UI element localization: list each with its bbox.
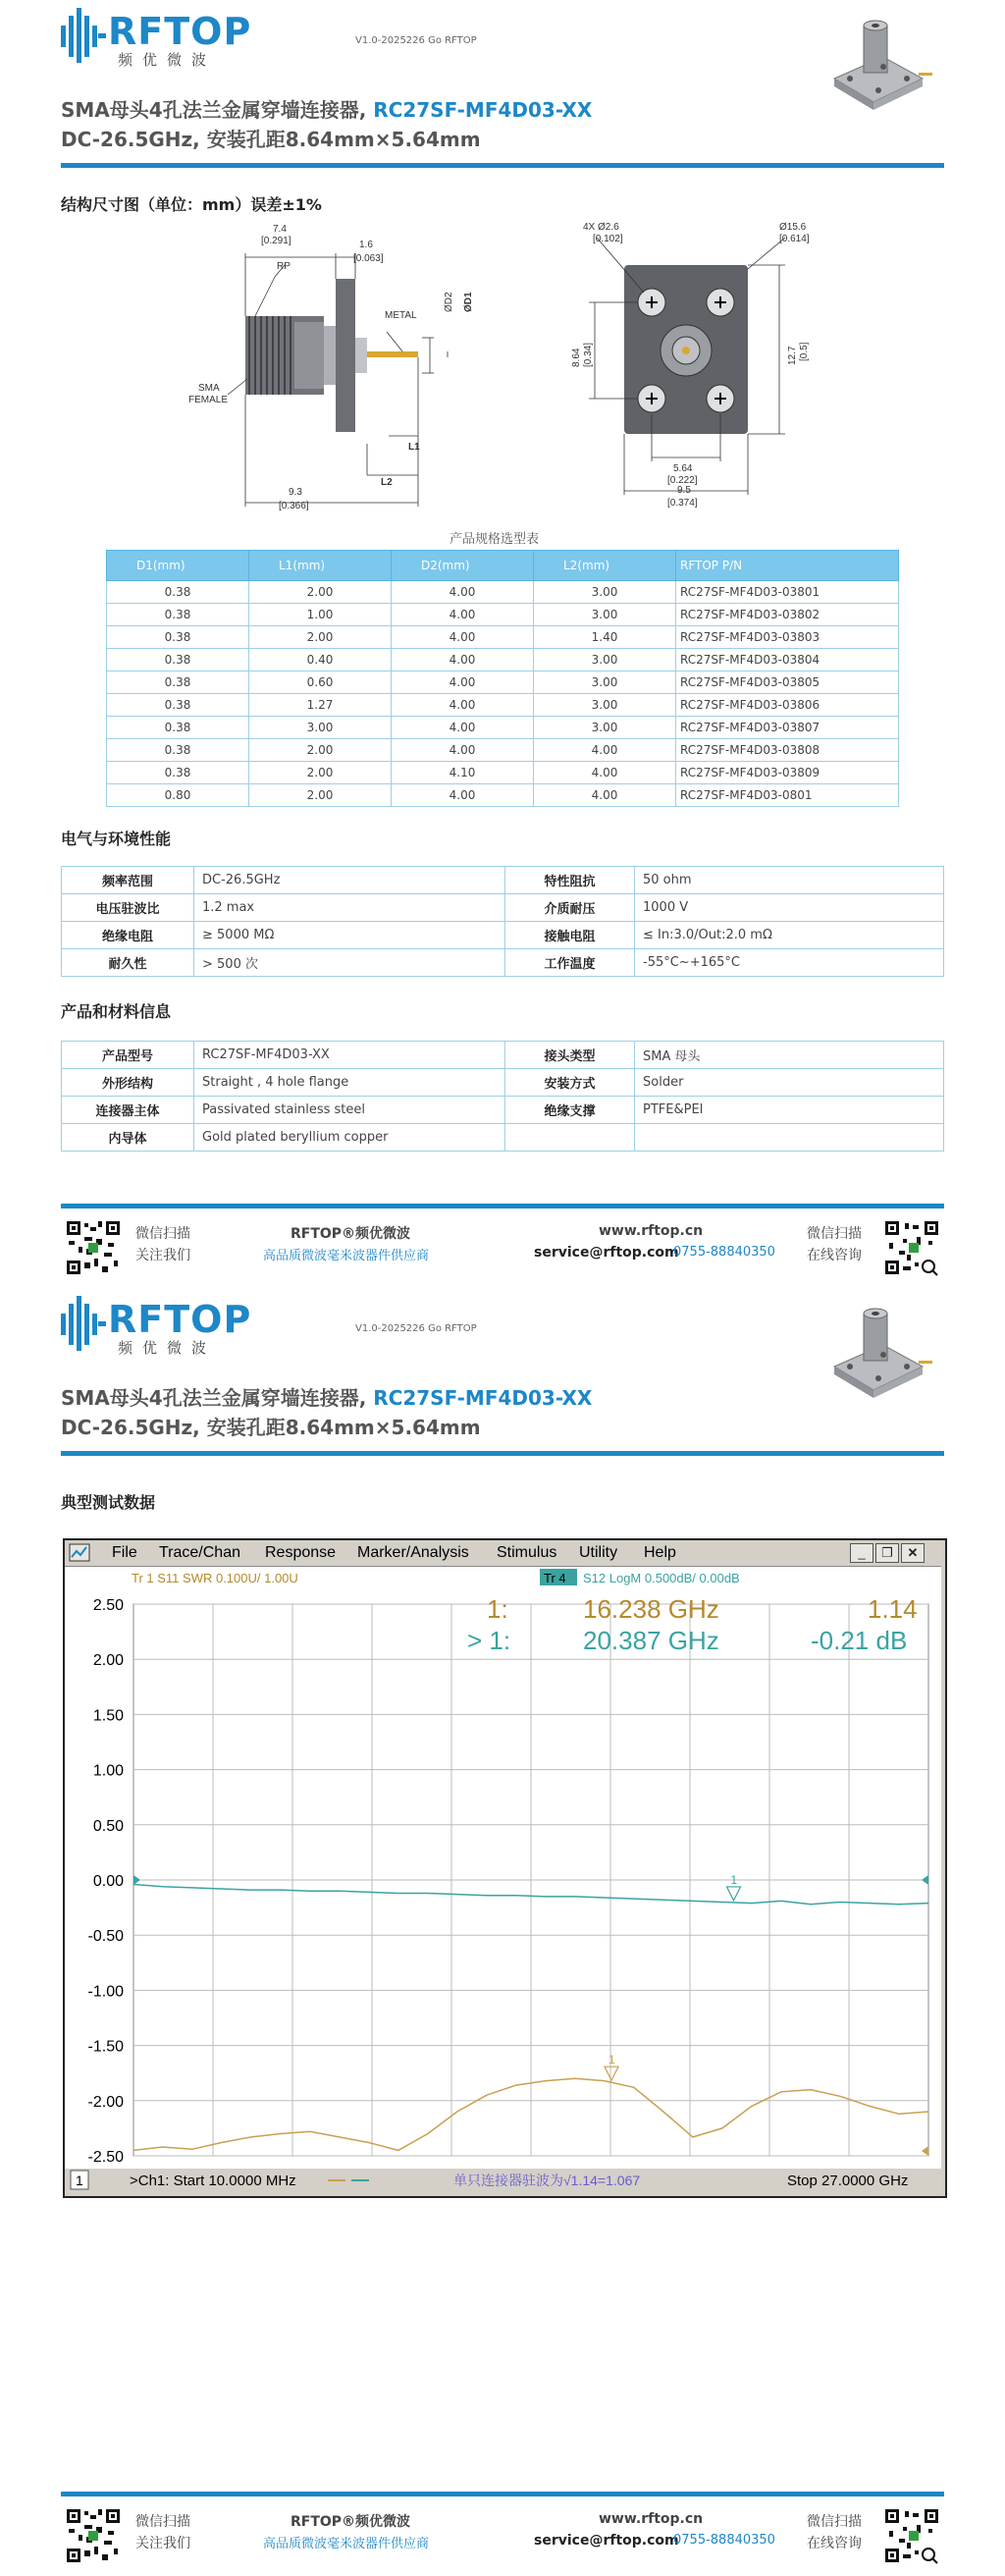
y-tick-label: -1.50: [87, 2038, 124, 2056]
electrical-row: [62, 949, 944, 977]
spec-cell: 4.00: [392, 739, 534, 762]
start-freq: >Ch1: Start 10.0000 MHz: [130, 2173, 296, 2189]
dim-8-64-inch: [0.34]: [583, 342, 594, 367]
part-number-cell: RC27SF-MF4D03-03803: [676, 626, 899, 649]
col-d1: D1(mm): [107, 551, 249, 581]
footer-website[interactable]: www.rftop.cn: [599, 2511, 704, 2527]
connector-product-image: [824, 1306, 932, 1414]
analyzer-plot-area: [65, 1567, 941, 2192]
spec-cell: 4.00: [392, 717, 534, 739]
title-part-number: RC27SF-MF4D03-XX: [373, 98, 593, 122]
marker1-value: 1.14: [868, 1594, 918, 1624]
wechat-qr-code-icon[interactable]: [65, 1219, 122, 1276]
spec-cell: 0.38: [107, 762, 249, 784]
online-consult-label: 在线咨询: [807, 2536, 862, 2551]
part-number-cell: RC27SF-MF4D03-03807: [676, 717, 899, 739]
property-value: ≤ In:3.0/Out:2.0 mΩ: [635, 922, 944, 949]
product-title: [61, 1382, 592, 1411]
property-value: 50 ohm: [635, 867, 944, 894]
property-value: DC-26.5GHz: [194, 867, 505, 894]
y-tick-label: -1.00: [87, 1983, 124, 2001]
spec-cell: 2.00: [249, 762, 392, 784]
property-label: 连接器主体: [62, 1097, 194, 1124]
dim-hole: 4X Ø2.6: [583, 222, 619, 233]
network-analyzer-window: [63, 1538, 947, 2198]
property-value: [635, 1124, 944, 1152]
spec-table-row: [107, 784, 899, 807]
marker2-label: > 1:: [467, 1626, 511, 1655]
property-value: Solder: [635, 1069, 944, 1097]
analyzer-menubar: [65, 1540, 941, 1567]
spec-cell: 4.00: [392, 649, 534, 671]
footer-slogan: 高品质微波毫米波器件供应商: [263, 1249, 430, 1263]
vswr-note: 单只连接器驻波为√1.14=1.067: [453, 2173, 641, 2188]
spec-table-row: [107, 649, 899, 671]
dim-l1: L1: [408, 442, 420, 453]
wechat-qr-code-icon[interactable]: [65, 2507, 122, 2564]
marker-number: 1: [608, 2053, 615, 2067]
spec-cell: 0.80: [107, 784, 249, 807]
dim-7-4-inch: [0.291]: [261, 236, 291, 246]
spec-cell: 4.00: [534, 739, 676, 762]
marker1-label: 1:: [487, 1594, 508, 1624]
spec-table: [106, 550, 899, 807]
trace1-label: Tr 1 S11 SWR 0.100U/ 1.00U: [132, 1571, 298, 1585]
footer-slogan: 高品质微波毫米波器件供应商: [263, 2537, 430, 2551]
property-label: 接触电阻: [505, 922, 635, 949]
marker2-freq: 20.387 GHz: [583, 1626, 719, 1655]
label-metal: METAL: [385, 310, 417, 321]
part-number-cell: RC27SF-MF4D03-03808: [676, 739, 899, 762]
spec-cell: 4.00: [392, 626, 534, 649]
part-number-cell: RC27SF-MF4D03-03804: [676, 649, 899, 671]
dim-12-7-inch: [0.5]: [799, 342, 810, 361]
channel-number: 1: [76, 2173, 83, 2188]
header-divider: [61, 163, 944, 168]
footer-website[interactable]: www.rftop.cn: [599, 1223, 704, 1239]
spec-table-row: [107, 604, 899, 626]
property-label: 安装方式: [505, 1069, 635, 1097]
menu-help[interactable]: Help: [644, 1544, 676, 1561]
materials-row: [62, 1124, 944, 1152]
logo-subtitle: 频优微波: [118, 51, 217, 69]
spec-table-row: [107, 694, 899, 717]
materials-table: [61, 1041, 944, 1152]
spec-table-row: [107, 739, 899, 762]
chart-svg: [65, 1567, 941, 2192]
spec-cell: 3.00: [534, 604, 676, 626]
spec-table-row: [107, 626, 899, 649]
property-label: 频率范围: [62, 867, 194, 894]
property-label: 接头类型: [505, 1042, 635, 1069]
part-number-cell: RC27SF-MF4D03-03801: [676, 581, 899, 604]
property-value: Gold plated beryllium copper: [194, 1124, 505, 1152]
dim-1-6: 1.6: [359, 240, 373, 250]
menu-trace-chan[interactable]: Trace/Chan: [159, 1544, 240, 1561]
menu-utility[interactable]: Utility: [579, 1544, 618, 1561]
footer: [61, 1204, 944, 1282]
follow-us-label: 关注我们: [135, 2536, 190, 2551]
rftop-logo: [61, 1294, 267, 1357]
trace4-label: S12 LogM 0.500dB/ 0.00dB: [583, 1571, 740, 1585]
spec-cell: 3.00: [534, 671, 676, 694]
dim-flange: Ø15.6: [779, 222, 807, 233]
spec-cell: 0.38: [107, 581, 249, 604]
spec-table-header: [107, 551, 899, 581]
wechat-scan-label: 微信扫描: [135, 1226, 190, 1242]
col-pn: RFTOP P/N: [676, 551, 899, 581]
dim-d1: ØD1: [463, 292, 474, 312]
trace4-tag: Tr 4: [544, 1571, 566, 1585]
spec-table-row: [107, 671, 899, 694]
dimension-section-title: 结构尺寸图（单位：mm）误差±1%: [61, 195, 322, 214]
col-l2: L2(mm): [534, 551, 676, 581]
y-tick-label: -2.50: [87, 2149, 124, 2166]
spec-cell: 3.00: [534, 694, 676, 717]
spec-cell: 1.00: [249, 604, 392, 626]
dim-flange-inch: [0.614]: [779, 234, 810, 244]
property-value: ≥ 5000 MΩ: [194, 922, 505, 949]
spec-cell: 0.60: [249, 671, 392, 694]
dim-5-64: 5.64: [673, 463, 693, 474]
spec-cell: 4.00: [534, 784, 676, 807]
materials-row: [62, 1042, 944, 1069]
materials-row: [62, 1097, 944, 1124]
stop-freq: Stop 27.0000 GHz: [787, 2173, 909, 2189]
property-value: -55°C~+165°C: [635, 949, 944, 977]
spec-cell: 3.00: [534, 717, 676, 739]
dim-9-3: 9.3: [289, 487, 302, 498]
property-label: 耐久性: [62, 949, 194, 977]
menu-stimulus[interactable]: Stimulus: [497, 1544, 557, 1561]
property-value: SMA 母头: [635, 1042, 944, 1069]
property-label: 工作温度: [505, 949, 635, 977]
property-label: 绝缘电阻: [62, 922, 194, 949]
logo-text: RFTOP: [108, 10, 252, 53]
dim-8-64: 8.64: [571, 348, 582, 367]
restore-button[interactable]: ❐: [875, 1543, 899, 1563]
footer-phone: 0755-88840350: [673, 2533, 775, 2548]
logo-text: RFTOP: [108, 1298, 252, 1341]
materials-table-body: [62, 1042, 944, 1152]
spec-cell: 0.38: [107, 671, 249, 694]
spec-cell: 4.00: [392, 694, 534, 717]
spec-cell: 0.38: [107, 694, 249, 717]
footer-email[interactable]: service@rftop.com: [534, 2533, 679, 2549]
rftop-logo: [61, 6, 267, 69]
marker2-value: -0.21 dB: [811, 1626, 908, 1655]
spec-cell: 2.00: [249, 581, 392, 604]
spec-table-caption: 产品规格选型表: [450, 532, 540, 547]
dim-9-5-inch: [0.374]: [667, 498, 698, 509]
property-value: RC27SF-MF4D03-XX: [194, 1042, 505, 1069]
property-label: 介质耐压: [505, 894, 635, 922]
property-value: PTFE&PEI: [635, 1097, 944, 1124]
dim-1-6-inch: [0.063]: [353, 253, 384, 264]
close-button[interactable]: ✕: [901, 1543, 925, 1563]
property-value: 1.2 max: [194, 894, 505, 922]
spec-cell: 0.40: [249, 649, 392, 671]
title-prefix: SMA母头4孔法兰金属穿墙连接器,: [61, 98, 374, 122]
part-number-cell: RC27SF-MF4D03-03809: [676, 762, 899, 784]
part-number-cell: RC27SF-MF4D03-0801: [676, 784, 899, 807]
footer-phone: 0755-88840350: [673, 1245, 775, 1260]
consult-qr-code-icon[interactable]: [883, 2507, 940, 2564]
spec-cell: 0.38: [107, 604, 249, 626]
spec-cell: 3.00: [534, 649, 676, 671]
spec-cell: 1.27: [249, 694, 392, 717]
menu-marker-analysis[interactable]: Marker/Analysis: [357, 1544, 469, 1561]
spec-cell: 0.38: [107, 739, 249, 762]
spec-cell: 4.00: [392, 671, 534, 694]
logo-wave-icon: [61, 1296, 106, 1351]
title-part-number: RC27SF-MF4D03-XX: [373, 1386, 593, 1410]
property-value: Passivated stainless steel: [194, 1097, 505, 1124]
y-tick-label: -2.00: [87, 2093, 124, 2111]
test-section-title: 典型测试数据: [61, 1493, 156, 1512]
footer-brand: RFTOP®频优微波: [291, 1226, 411, 1242]
front-view: [571, 222, 810, 509]
property-value: 1000 V: [635, 894, 944, 922]
property-label: 产品型号: [62, 1042, 194, 1069]
product-title: [61, 94, 592, 123]
product-subtitle: DC-26.5GHz, 安装孔距8.64mm×5.64mm: [61, 128, 481, 151]
materials-row: [62, 1069, 944, 1097]
spec-table-row: [107, 717, 899, 739]
dim-9-5: 9.5: [677, 485, 691, 496]
electrical-row: [62, 922, 944, 949]
footer: [61, 2492, 944, 2570]
version-label: V1.0-2025226 Go RFTOP: [355, 35, 477, 46]
y-tick-label: 1.00: [92, 1762, 124, 1780]
electrical-table-body: [62, 867, 944, 977]
spec-cell: 0.38: [107, 626, 249, 649]
footer-brand: RFTOP®频优微波: [291, 2514, 411, 2530]
property-label: 电压驻波比: [62, 894, 194, 922]
label-female: FEMALE: [188, 395, 229, 405]
property-value: > 500 次: [194, 949, 505, 977]
dimension-drawing: [177, 218, 844, 522]
dim-l2: L2: [381, 477, 393, 488]
marker-number: 1: [730, 1872, 738, 1887]
dim-12-7: 12.7: [787, 346, 798, 365]
property-label: 外形结构: [62, 1069, 194, 1097]
title-prefix: SMA母头4孔法兰金属穿墙连接器,: [61, 1386, 374, 1410]
property-value: Straight , 4 hole flange: [194, 1069, 505, 1097]
col-l1: L1(mm): [249, 551, 392, 581]
spec-cell: 4.10: [392, 762, 534, 784]
property-label: 特性阻抗: [505, 867, 635, 894]
side-view: [188, 224, 474, 511]
product-subtitle: DC-26.5GHz, 安装孔距8.64mm×5.64mm: [61, 1416, 481, 1439]
materials-section-title: 产品和材料信息: [61, 1002, 172, 1021]
spec-cell: 3.00: [249, 717, 392, 739]
marker1-freq: 16.238 GHz: [583, 1594, 719, 1624]
spec-table-row: [107, 762, 899, 784]
spec-cell: 4.00: [392, 784, 534, 807]
spec-cell: 2.00: [249, 739, 392, 762]
version-label: V1.0-2025226 Go RFTOP: [355, 1323, 477, 1334]
y-tick-label: -0.50: [87, 1928, 124, 1946]
y-tick-label: 0.50: [92, 1817, 124, 1835]
y-tick-label: 2.50: [92, 1597, 124, 1614]
spec-cell: 0.38: [107, 649, 249, 671]
spec-cell: 4.00: [392, 581, 534, 604]
wechat-scan-label-right: 微信扫描: [807, 2514, 862, 2530]
property-label: [505, 1124, 635, 1152]
footer-divider: [61, 2492, 944, 2496]
follow-us-label: 关注我们: [135, 1248, 190, 1263]
spec-cell: 2.00: [249, 784, 392, 807]
dim-9-3-inch: [0.366]: [279, 501, 309, 511]
footer-divider: [61, 1204, 944, 1208]
online-consult-label: 在线咨询: [807, 1248, 862, 1263]
electrical-row: [62, 894, 944, 922]
minimize-button[interactable]: _: [850, 1543, 873, 1563]
spec-cell: 4.00: [534, 762, 676, 784]
dim-5-64-inch: [0.222]: [667, 475, 698, 486]
electrical-table: [61, 866, 944, 977]
col-d2: D2(mm): [392, 551, 534, 581]
header-divider: [61, 1451, 944, 1456]
electrical-row: [62, 867, 944, 894]
part-number-cell: RC27SF-MF4D03-03802: [676, 604, 899, 626]
spec-table-row: [107, 581, 899, 604]
logo-wave-icon: [61, 8, 106, 63]
property-label: 绝缘支撑: [505, 1097, 635, 1124]
part-number-cell: RC27SF-MF4D03-03806: [676, 694, 899, 717]
label-sma: SMA: [198, 383, 220, 394]
y-tick-label: 2.00: [92, 1652, 124, 1670]
menu-response[interactable]: Response: [265, 1544, 337, 1561]
footer-email[interactable]: service@rftop.com: [534, 1245, 679, 1261]
spec-cell: 3.00: [534, 581, 676, 604]
spec-cell: 4.00: [392, 604, 534, 626]
dim-7-4: 7.4: [273, 224, 287, 235]
wechat-scan-label-right: 微信扫描: [807, 1226, 862, 1242]
spec-cell: 1.40: [534, 626, 676, 649]
spec-table-body: [107, 581, 899, 807]
wechat-scan-label: 微信扫描: [135, 2514, 190, 2530]
y-tick-label: 1.50: [92, 1707, 124, 1725]
connector-product-image: [824, 18, 932, 126]
part-number-cell: RC27SF-MF4D03-03805: [676, 671, 899, 694]
app-icon: [69, 1543, 90, 1562]
y-tick-label: 0.00: [92, 1873, 124, 1890]
spec-cell: 0.38: [107, 717, 249, 739]
electrical-section-title: 电气与环境性能: [61, 830, 172, 848]
dim-rp: RP: [277, 261, 291, 272]
logo-subtitle: 频优微波: [118, 1339, 217, 1357]
property-label: 内导体: [62, 1124, 194, 1152]
dim-hole-inch: [0.102]: [593, 234, 623, 244]
menu-file[interactable]: File: [112, 1544, 137, 1561]
spec-cell: 2.00: [249, 626, 392, 649]
dim-d2: ØD2: [444, 292, 454, 312]
consult-qr-code-icon[interactable]: [883, 1219, 940, 1276]
